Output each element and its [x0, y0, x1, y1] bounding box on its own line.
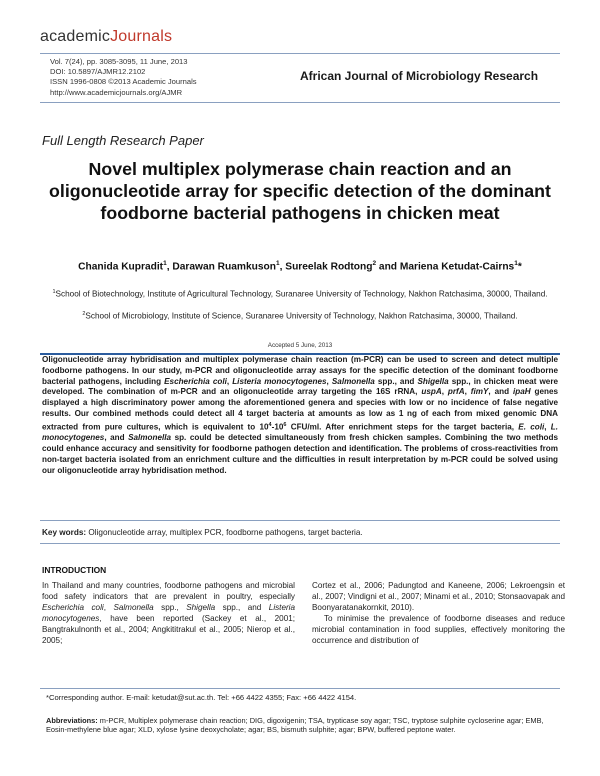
corresponding-author: *Corresponding author. E-mail: ketudat@sut.ac.th. Tel: +66 4422 4355; Fax: +66 4422 4154.: [46, 693, 357, 702]
affiliation-1: $^1$School of Biotechnology, Institute of Agricultural Technology, Suranaree University of Technology, Nakhon Ratchasima, 30000, Thailand.: [52, 289, 548, 299]
meta-url[interactable]: http://www.academicjournals.org/AJMR: [50, 87, 183, 97]
author-name: Darawan Ruamkuson: [172, 261, 276, 273]
accepted-date: Accepted 5 June, 2013: [267, 342, 333, 349]
publication-meta: [50, 57, 265, 98]
divider: [40, 543, 560, 544]
abstract: Oligonucleotide array hybridisation and multiplex polymerase chain reaction (m-PCR) can be used to screen and detect multiple foodborne pathogens. In our study, m-PCR and oligonucleotide array assays for the specific detection of the dominant foodborne bacterial pathogens, including Escherichia coli, Listeria monocytogenes, Salmonella spp., and Shigella spp., in chicken meat were developed. The combination of m-PCR and an oligonucleotide array targeting the 16S rRNA, uspA, prfA, fimY, and ipaH genes displayed a high discriminatory power among the aforementioned genera and species with low or no incidence of false negative results. Our combined methods could detect all 4 target bacteria at amounts as low as 1 ng of each from mixed genomic DNA extracted from pure cultures, which is equivalent to $10^4-10^6$ CFU/ml. After enrichment steps for the target bacteria, E. coli, L. monocytogenes, and Salmonella sp. could be detected simultaneously from fresh chicken samples. Combining the two methods could enhance accuracy and sensitivity for foodborne pathogen detection and identification. The problems of cross-reactivities from non-target bacteria isolated from an enrichment culture and the difficulties in result interpretation by m-PCR could be solved using our oligonucleotide array hybridisation method.: [40, 353, 560, 521]
journal-name: African Journal of Microbiology Research: [300, 69, 539, 83]
author-list: Chanida Kupradit$^1$, Darawan Ruamkuson$^1$, Sureelak Rodtong$^2$ and Mariena Ketudat-Cairns$^1$*: [78, 260, 522, 273]
author-name: Sureelak Rodtong: [285, 261, 373, 273]
publisher-logo: [40, 28, 172, 46]
logo-academic: academic: [40, 28, 111, 45]
paragraph: To minimise the prevalence of foodborne diseases and reduce microbial contamination in food supplies, effectively monitoring the occurrence and distribution of: [312, 613, 565, 645]
keywords-text: Oligonucleotide array, multiplex PCR, foodborne pathogens, target bacteria.: [86, 528, 363, 537]
paragraph: Cortez et al., 2006; Padungtod and Kaneene, 2006; Lekroengsin et al., 2007; Vindigni et al., 2007; Minami et al., 2010; Stonsaovapak and Boonyaratanakornkit, 2010).: [312, 581, 565, 612]
author-name: Mariena Ketudat-Cairns: [399, 261, 515, 273]
affiliation-2: $^2$School of Microbiology, Institute of Science, Suranaree University of Technology, Nakhon Ratchasima, 30000, Thailand.: [82, 311, 518, 321]
body-column-right: [312, 581, 565, 646]
keywords: [42, 528, 558, 537]
author-name: Chanida Kupradit: [78, 261, 164, 273]
keywords-label: Key words:: [42, 528, 87, 537]
logo-journals: Journals: [110, 28, 173, 45]
paper-type: Full Length Research Paper: [42, 133, 204, 148]
meta-volume: Vol. 7(24), pp. 3085-3095, 11 June, 2013: [50, 57, 188, 66]
abbreviations-text: m-PCR, Multiplex polymerase chain reaction; DIG, digoxigenin; TSA, trypticase soy agar; TSC, tryptose sulphite cycloserine agar; EMB, Eosin-methylene blue agar; XLD, xylose lysine deoxycholate; agar; BS, bismuth sulphite; agar; BPW, buffered peptone water.: [46, 716, 544, 735]
meta-doi[interactable]: DOI: 10.5897/AJMR12.2102: [50, 67, 146, 77]
paper-title: Novel multiplex polymerase chain reaction and an oligonucleotide array for specific detection of the dominant foodborne bacterial pathogens in chicken meat: [49, 159, 551, 223]
body-column-left: In Thailand and many countries, foodborne pathogens and microbial food safety indicators that are prevalent in poultry, especially Escherichia coli, Salmonella spp., Shigella spp., and Listeria monocytogenes, have been reported (Sackey et al., 2001; Bangtrakulnonth et al., 2004; Angkititrakul et al., 2005; Nierop et al., 2005;: [42, 581, 295, 645]
section-heading-introduction: INTRODUCTION: [42, 565, 107, 575]
abbreviations: [46, 716, 558, 735]
meta-issn: ISSN 1996-0808 ©2013 Academic Journals: [50, 77, 197, 87]
abbreviations-label: Abbreviations:: [46, 716, 98, 725]
